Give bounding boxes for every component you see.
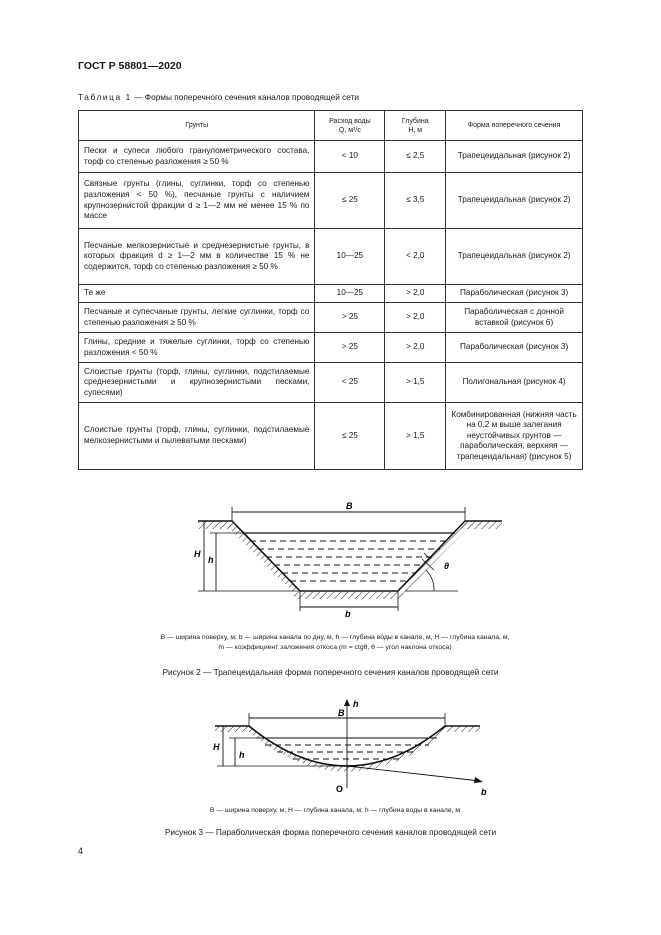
cell-flow: < 25 [315, 363, 385, 403]
flow-header-label: Расход воды [329, 117, 371, 125]
cell-depth: > 1,5 [385, 403, 446, 470]
B-label: B [346, 501, 353, 511]
figure2-legend-line1: B — ширина поверху, м; b — ширина канала по дну, м, h — глубина воды в канале, м, H — глубина канала, м, [160, 634, 510, 641]
cell-shape: Полигональная (рисунок 4) [446, 363, 583, 403]
B-label: B [338, 708, 345, 718]
page-number: 4 [78, 846, 84, 856]
depth-header-unit: H, м [408, 126, 423, 134]
depth-header-label: Глубина [401, 117, 429, 125]
table-row [79, 173, 583, 229]
cell-soils: Пески и супеси любого гранулометрического состава, торф со степенью разложения ≥ 50 % [79, 141, 315, 173]
col-header-depth [385, 111, 446, 141]
cell-flow: ≤ 25 [315, 403, 385, 470]
cell-soils: Песчаные мелкозернистые и среднезернистые грунты, в которых фракция d ≥ 1—2 мм в количестве 15 % не содержится, торф со степенью разложения ≥ 50 % [79, 229, 315, 285]
cell-soils: Связные грунты (глины, суглинки, торф со степенью разложения < 50 %), песчаные грунты с наличием крупнозернистой фракции d ≥ 1—2 мм не менее 15 % по массе [79, 173, 315, 229]
col-header-flow [315, 111, 385, 141]
h-label: h [239, 750, 245, 760]
cell-depth: > 2,0 [385, 303, 446, 333]
bottom-hatch [294, 592, 404, 599]
cell-depth: > 2,0 [385, 285, 446, 303]
figure2-legend [90, 633, 580, 652]
cell-shape: Параболическая (рисунок 3) [446, 285, 583, 303]
theta-label: θ [444, 561, 450, 571]
theta-arc [426, 570, 434, 591]
b-axis [347, 766, 480, 781]
cell-soils: Слоистые грунты (торф, глины, суглинки, подстилаемые мелкозернистыми и пылеватыми песками) [79, 403, 315, 470]
table-row [79, 141, 583, 173]
table-row [79, 333, 583, 363]
cell-depth: > 2,0 [385, 333, 446, 363]
table-row [79, 229, 583, 285]
figure3-caption: Рисунок 3 — Параболическая форма поперечного сечения каналов проводящей сети [164, 827, 497, 837]
cell-flow: 10—25 [315, 229, 385, 285]
figure2-legend-line2: m — коэффициент заложения откоса (m = ctgθ, θ — угол наклона откоса) [218, 643, 452, 651]
table-caption-prefix: Таблица 1 [78, 92, 132, 102]
soil-shape-table [78, 110, 583, 470]
cell-flow: < 10 [315, 141, 385, 173]
cell-depth: < 2,0 [385, 229, 446, 285]
cell-flow: ≤ 25 [315, 173, 385, 229]
H-label: H [194, 549, 201, 559]
cell-soils: Глины, средние и тяжелые суглинки, торф со степенью разложения < 50 % [79, 333, 315, 363]
h-label: h [208, 555, 214, 565]
cell-soils: Песчаные и супесчаные грунты, легкие суглинки, торф со степенью разложения ≥ 50 % [79, 303, 315, 333]
cell-shape: Комбинированная (нижняя часть на 0,2 м выше залегания неустойчивых грунтов — параболическая, верхняя — трапецеидальная) (рисунок 5) [446, 403, 583, 470]
h-axis-label: h [353, 699, 359, 709]
table-caption [78, 92, 359, 102]
cell-soils: Те же [79, 285, 315, 303]
table-row [79, 363, 583, 403]
table-row [79, 403, 583, 470]
cell-flow: > 25 [315, 333, 385, 363]
table-header-row [79, 111, 583, 141]
cell-flow: > 25 [315, 303, 385, 333]
cell-flow: 10—25 [315, 285, 385, 303]
cell-depth: ≤ 2,5 [385, 141, 446, 173]
b-label: b [345, 609, 351, 619]
cell-shape: Параболическая с донной вставкой (рисунок 6) [446, 303, 583, 333]
cell-shape: Параболическая (рисунок 3) [446, 333, 583, 363]
cell-shape: Трапецеидальная (рисунок 2) [446, 229, 583, 285]
trapezoidal-section-diagram [190, 495, 520, 625]
document-header: ГОСТ Р 58801—2020 [78, 60, 182, 72]
origin-label: O [336, 784, 344, 794]
cell-depth: ≤ 3,5 [385, 173, 446, 229]
col-header-shape: Форма поперечного сечения [446, 111, 583, 141]
table-row [79, 285, 583, 303]
table-caption-text: — Формы поперечного сечения каналов проводящей сети [131, 92, 360, 102]
parabolic-section-diagram [205, 698, 495, 798]
figure3-legend: B — ширина поверху, м; H — глубина канала, м; h — глубина воды в канале, м [209, 807, 461, 814]
col-header-soils: Грунты [79, 111, 315, 141]
cell-depth: > 1,5 [385, 363, 446, 403]
cell-shape: Трапецеидальная (рисунок 2) [446, 141, 583, 173]
cell-shape: Трапецеидальная (рисунок 2) [446, 173, 583, 229]
figure2-caption: Рисунок 2 — Трапецеидальная форма поперечного сечения каналов проводящей сети [162, 667, 499, 677]
b-axis-label: b [481, 787, 487, 797]
table-row [79, 303, 583, 333]
flow-header-unit: Q, м³/с [338, 126, 361, 134]
H-label: H [213, 742, 220, 752]
cell-soils: Слоистые грунты (торф, глины, суглинки, подстилаемые среднезернистыми и крупнозернистыми песками, супесями) [79, 363, 315, 403]
